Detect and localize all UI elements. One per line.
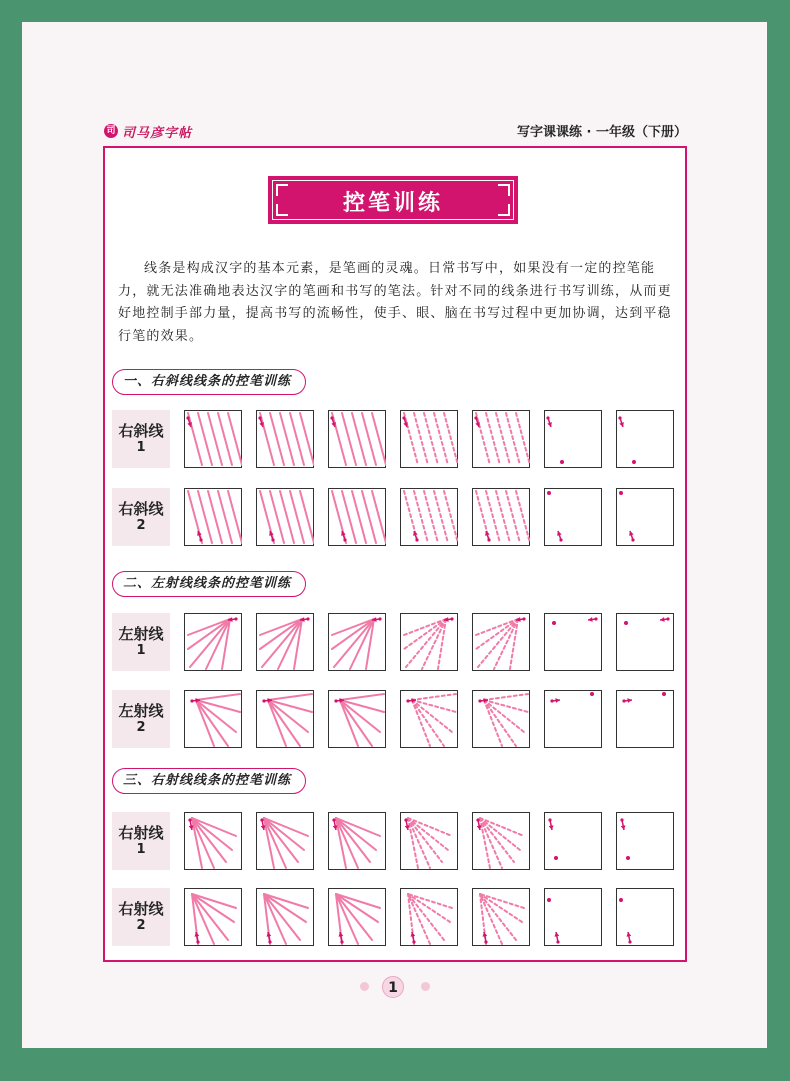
row-label: 右斜线 2 (112, 488, 170, 546)
section-heading-1: 一、右斜线线条的控笔训练 (112, 369, 306, 395)
stroke-guide-icon (400, 488, 458, 546)
practice-box (256, 613, 314, 671)
stroke-guide-icon (616, 888, 674, 946)
practice-box (472, 613, 530, 671)
brand-name: 司马彦字帖 (122, 125, 193, 141)
stroke-guide-icon (328, 410, 386, 468)
practice-box (256, 488, 314, 546)
page-title-banner (268, 176, 518, 224)
book-title: 写字课课练 · 一年级（下册） (517, 125, 687, 140)
stroke-guide-icon (256, 613, 314, 671)
row-label: 左射线 1 (112, 613, 170, 671)
practice-box (184, 613, 242, 671)
practice-box (616, 613, 674, 671)
practice-box (544, 888, 602, 946)
stroke-guide-icon (544, 488, 602, 546)
practice-box (472, 410, 530, 468)
footer-dot-icon (421, 982, 430, 991)
stroke-guide-icon (328, 488, 386, 546)
stroke-guide-icon (400, 410, 458, 468)
practice-box (328, 613, 386, 671)
practice-box (616, 410, 674, 468)
stroke-guide-icon (472, 888, 530, 946)
practice-box (400, 613, 458, 671)
stroke-guide-icon (400, 812, 458, 870)
section-heading-3: 三、右射线线条的控笔训练 (112, 768, 306, 794)
practice-box (544, 812, 602, 870)
practice-box (616, 488, 674, 546)
practice-box (472, 812, 530, 870)
stroke-guide-icon (544, 888, 602, 946)
stroke-guide-icon (184, 812, 242, 870)
page-number: 1 (382, 976, 404, 998)
practice-box (184, 410, 242, 468)
practice-box (328, 888, 386, 946)
stroke-guide-icon (184, 690, 242, 748)
practice-box (472, 888, 530, 946)
practice-box (400, 488, 458, 546)
stroke-guide-icon (616, 812, 674, 870)
practice-box (328, 410, 386, 468)
stroke-guide-icon (256, 690, 314, 748)
stroke-guide-icon (184, 888, 242, 946)
stroke-guide-icon (616, 488, 674, 546)
practice-box (544, 613, 602, 671)
stroke-guide-icon (472, 690, 530, 748)
brand-logo (104, 123, 192, 139)
stroke-guide-icon (472, 613, 530, 671)
row-label: 右射线 1 (112, 812, 170, 870)
stroke-guide-icon (256, 812, 314, 870)
stroke-guide-icon (400, 888, 458, 946)
practice-box (544, 488, 602, 546)
section-heading-2: 二、左射线线条的控笔训练 (112, 571, 306, 597)
practice-box (184, 488, 242, 546)
practice-box (400, 410, 458, 468)
row-label: 右斜线 1 (112, 410, 170, 468)
practice-box (328, 690, 386, 748)
practice-box (256, 812, 314, 870)
stroke-guide-icon (544, 812, 602, 870)
row-label: 右射线 2 (112, 888, 170, 946)
practice-box (256, 410, 314, 468)
practice-box (544, 410, 602, 468)
stroke-guide-icon (472, 410, 530, 468)
stroke-guide-icon (256, 410, 314, 468)
practice-box (328, 812, 386, 870)
stroke-guide-icon (544, 410, 602, 468)
practice-box (400, 888, 458, 946)
practice-box (256, 888, 314, 946)
page-title: 控笔训练 (342, 191, 443, 216)
practice-box (616, 690, 674, 748)
practice-box (184, 690, 242, 748)
practice-box (400, 690, 458, 748)
footer-dot-icon (360, 982, 369, 991)
stroke-guide-icon (328, 690, 386, 748)
stroke-guide-icon (328, 812, 386, 870)
stroke-guide-icon (184, 410, 242, 468)
stroke-guide-icon (544, 690, 602, 748)
stroke-guide-icon (328, 613, 386, 671)
stroke-guide-icon (184, 488, 242, 546)
practice-box (616, 888, 674, 946)
practice-box (616, 812, 674, 870)
intro-paragraph: 线条是构成汉字的基本元素，是笔画的灵魂。日常书写中，如果没有一定的控笔能力，就无法准确地表达汉字的笔画和书写的笔法。针对不同的线条进行书写训练，从而更好地控制手部力量，提高书写的流畅性，使手、眼、脑在书写过程中更加协调，达到平稳行笔的效果。 (118, 261, 672, 344)
practice-box (184, 888, 242, 946)
practice-box (544, 690, 602, 748)
stroke-guide-icon (184, 613, 242, 671)
brand-badge-icon: 司 (104, 124, 118, 138)
stroke-guide-icon (256, 488, 314, 546)
practice-box (472, 488, 530, 546)
stroke-guide-icon (616, 690, 674, 748)
stroke-guide-icon (472, 488, 530, 546)
stroke-guide-icon (400, 690, 458, 748)
stroke-guide-icon (616, 410, 674, 468)
practice-box (472, 690, 530, 748)
stroke-guide-icon (616, 613, 674, 671)
stroke-guide-icon (544, 613, 602, 671)
practice-box (400, 812, 458, 870)
practice-box (328, 488, 386, 546)
practice-box (184, 812, 242, 870)
page-footer (360, 976, 430, 998)
stroke-guide-icon (256, 888, 314, 946)
stroke-guide-icon (400, 613, 458, 671)
row-label: 左射线 2 (112, 690, 170, 748)
stroke-guide-icon (328, 888, 386, 946)
practice-box (256, 690, 314, 748)
stroke-guide-icon (472, 812, 530, 870)
